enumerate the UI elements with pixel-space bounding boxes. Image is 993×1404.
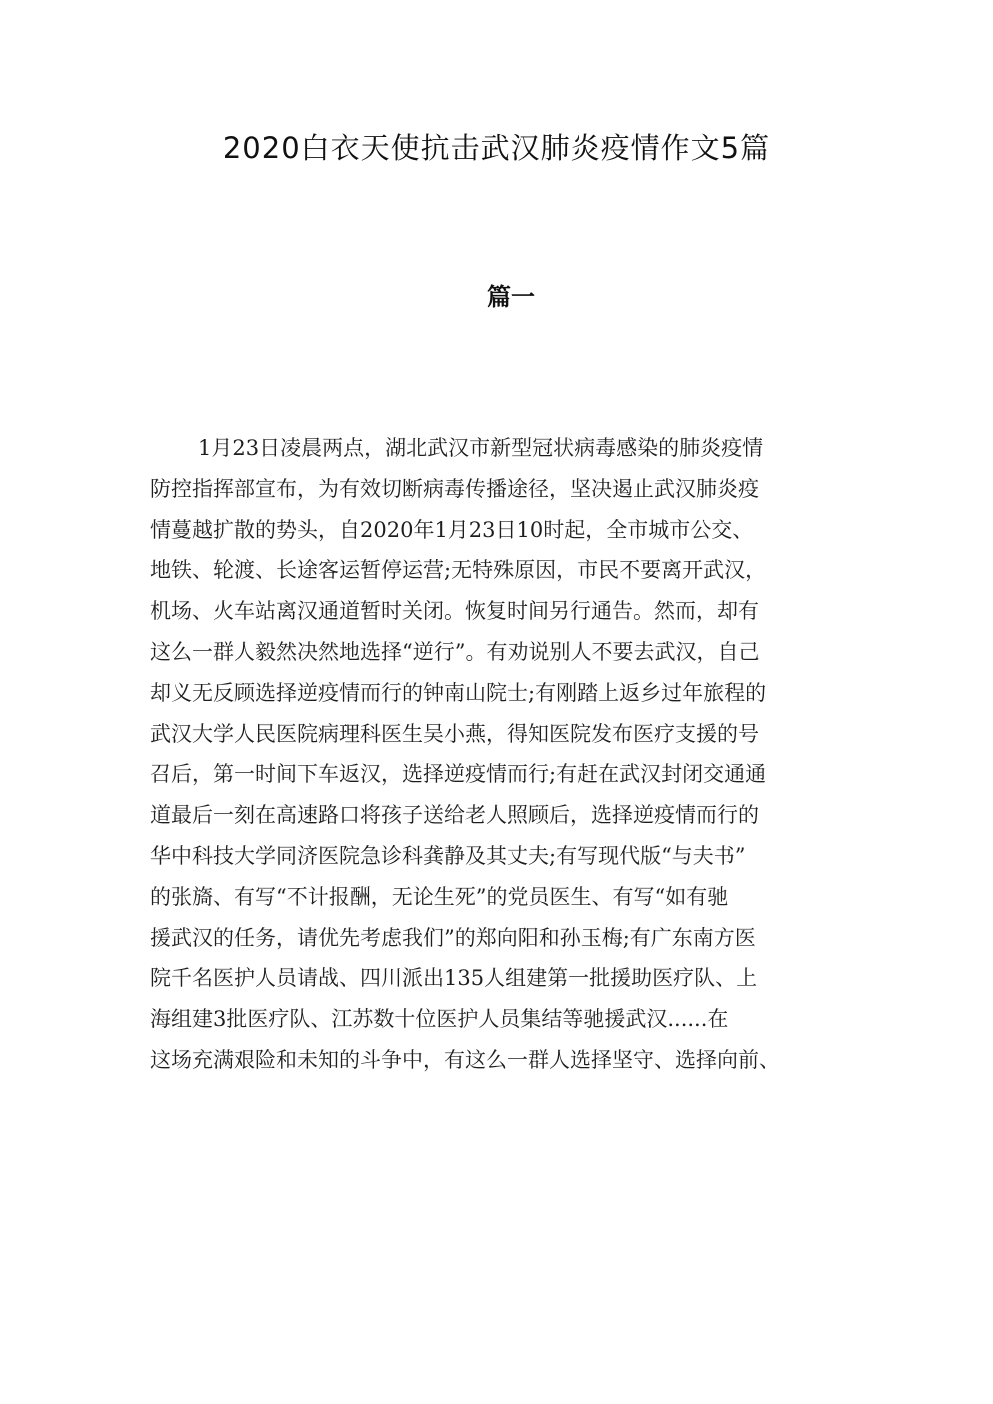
paragraph-line: 1月23日凌晨两点，湖北武汉市新型冠状病毒感染的肺炎疫情 bbox=[198, 436, 764, 460]
paragraph-line: 这么一群人毅然决然地选择“逆行”。有劝说别人不要去武汉，自己 bbox=[150, 639, 760, 664]
paragraph-line: 的张旖、有写“不计报酬，无论生死”的党员医生、有写“如有驰 bbox=[150, 884, 729, 909]
paragraph-line: 召后，第一时间下车返汉，选择逆疫情而行;有赶在武汉封闭交通通 bbox=[150, 762, 767, 787]
section-heading: 篇一 bbox=[487, 283, 535, 311]
paragraph-line: 却义无反顾选择逆疫情而行的钟南山院士;有刚踏上返乡过年旅程的 bbox=[150, 680, 767, 705]
paragraph-line: 地铁、轮渡、长途客运暂停运营;无特殊原因，市民不要离开武汉， bbox=[150, 558, 767, 583]
paragraph-line: 防控指挥部宣布，为有效切断病毒传播途径，坚决遏止武汉肺炎疫 bbox=[150, 476, 759, 501]
paragraph-line: 武汉大学人民医院病理科医生吴小燕，得知医院发布医疗支援的号 bbox=[150, 721, 759, 746]
paragraph-line: 这场充满艰险和未知的斗争中，有这么一群人选择坚守、选择向前、 bbox=[150, 1047, 780, 1072]
document-title: 2020白衣天使抗击武汉肺炎疫情作文5篇 bbox=[222, 131, 771, 165]
paragraph-line: 情蔓越扩散的势头，自2020年1月23日10时起，全市城市公交、 bbox=[150, 517, 754, 542]
body-paragraph bbox=[150, 428, 850, 1081]
paragraph-line: 华中科技大学同济医院急诊科龚静及其丈夫;有写现代版“与夫书” bbox=[150, 843, 746, 868]
paragraph-line: 院千名医护人员请战、四川派出135人组建第一批援助医疗队、上 bbox=[150, 966, 758, 991]
paragraph-line: 援武汉的任务，请优先考虑我们”的郑向阳和孙玉梅;有广东南方医 bbox=[150, 925, 756, 950]
paragraph-line: 机场、火车站离汉通道暂时关闭。恢复时间另行通告。然而，却有 bbox=[150, 599, 759, 624]
paragraph-line: 海组建3批医疗队、江苏数十位医护人员集结等驰援武汉......在 bbox=[150, 1007, 729, 1032]
paragraph-line: 道最后一刻在高速路口将孩子送给老人照顾后，选择逆疫情而行的 bbox=[150, 803, 759, 828]
